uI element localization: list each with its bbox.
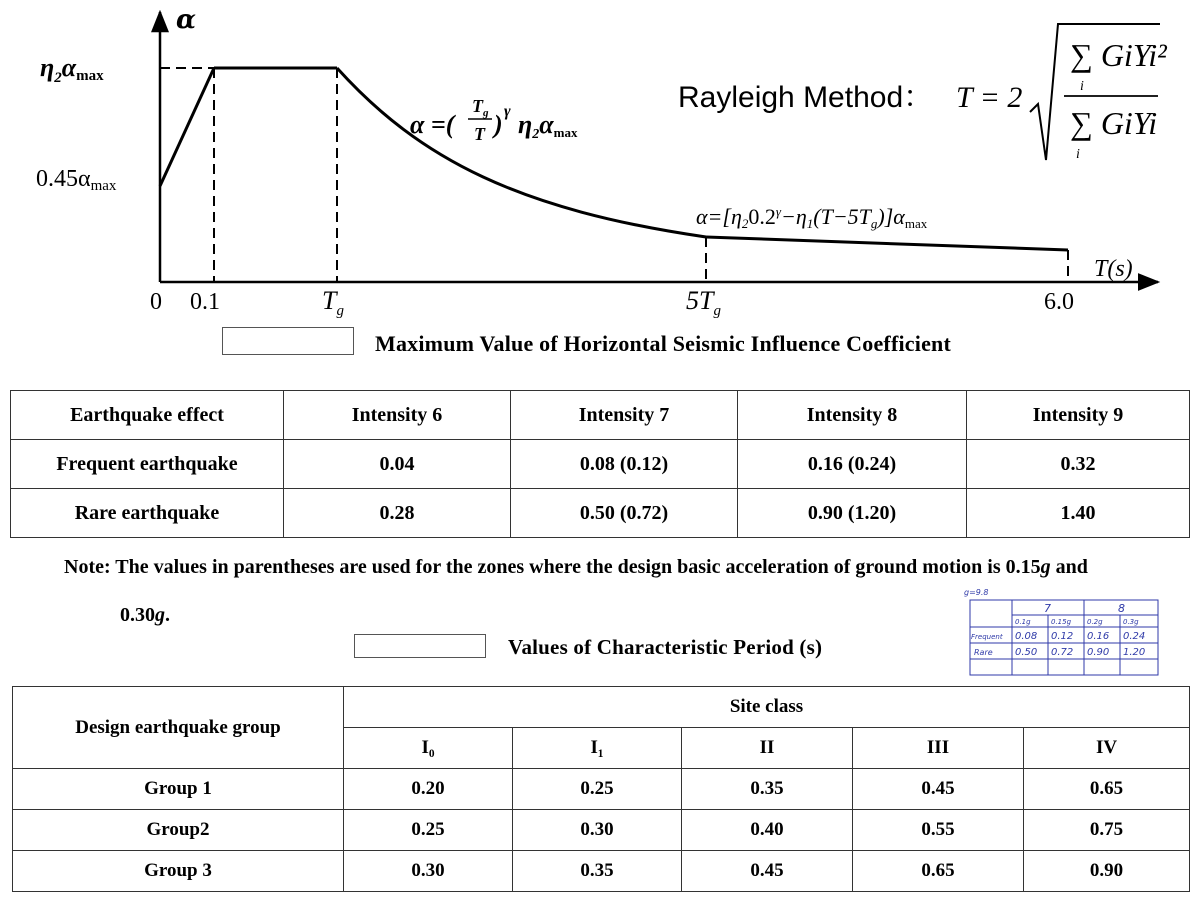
table-cell: 0.25 [344, 810, 513, 851]
table-cell: 0.65 [1024, 769, 1190, 810]
table-cell: 0.04 [284, 440, 511, 489]
table-header-row [13, 687, 1190, 728]
svg-text:0.16: 0.16 [1087, 631, 1110, 642]
table-cell: 0.65 [853, 851, 1024, 892]
y-tick-045-amax: 0.45αmax [36, 166, 117, 194]
svg-text:0.1g: 0.1g [1015, 618, 1031, 626]
header-cell: Design earthquake group [13, 687, 344, 769]
svg-text:8: 8 [1118, 602, 1125, 615]
header-cell: Intensity 6 [284, 391, 511, 440]
table1-number-box [222, 327, 354, 355]
x-tick-5tg: $5T_g$ [686, 286, 721, 319]
table2-caption: Values of Characteristic Period (s) [508, 635, 823, 659]
header-cell: Intensity 9 [967, 391, 1190, 440]
svg-text:i: i [1076, 147, 1080, 162]
table-row [13, 769, 1190, 810]
row-label: Group 3 [13, 851, 344, 892]
header-cell: Earthquake effect [11, 391, 284, 440]
curve-formula-annotation [410, 96, 578, 144]
table-row [11, 440, 1190, 489]
header-cell: I₁ [513, 728, 682, 769]
table-cell: 0.35 [513, 851, 682, 892]
table-cell: 0.40 [682, 810, 853, 851]
svg-text:γ: γ [504, 103, 511, 120]
header-cell: III [853, 728, 1024, 769]
table-cell: 0.08 (0.12) [511, 440, 738, 489]
svg-text:∑ GiYi: ∑ GiYi [1070, 105, 1158, 141]
svg-text:0.24: 0.24 [1123, 631, 1146, 642]
svg-text:): ) [494, 110, 503, 139]
row-label: Frequent earthquake [11, 440, 284, 489]
svg-text:7: 7 [1044, 602, 1051, 615]
svg-text:Rayleigh Method：: Rayleigh Method： [678, 81, 934, 114]
table-cell: 0.20 [344, 769, 513, 810]
svg-text:0.08: 0.08 [1015, 631, 1038, 642]
svg-text:Tg: $T_g$ [472, 96, 489, 119]
svg-text:0.15g: 0.15g [1051, 618, 1072, 626]
header-cell: II [682, 728, 853, 769]
header-cell: Intensity 7 [511, 391, 738, 440]
svg-text:i: i [1080, 79, 1084, 94]
table-cell: 1.40 [967, 489, 1190, 538]
svg-text:η2αmax: η2αmax [518, 110, 578, 142]
table-cell: 0.35 [682, 769, 853, 810]
row-label: Rare earthquake [11, 489, 284, 538]
header-cell: Site class [344, 687, 1190, 728]
svg-text:0.2g: 0.2g [1087, 618, 1103, 626]
table1-note-line1: Note: The values in parentheses are used for the zones where the design basic acceleration of ground motion is 0.15g and [64, 556, 1088, 578]
svg-text:α =(: α =( [410, 110, 455, 139]
x-tick-0.1: 0.1 [190, 289, 220, 315]
header-cell: IV [1024, 728, 1190, 769]
table-row [13, 810, 1190, 851]
seismic-spectrum-chart [0, 0, 1200, 330]
spectrum-linear-descent [706, 237, 1068, 250]
svg-text:g=9.8: g=9.8 [964, 588, 989, 597]
table-row [13, 851, 1190, 892]
table-cell: 0.28 [284, 489, 511, 538]
svg-text:T = 2: T = 2 [956, 81, 1023, 114]
svg-text:1.20: 1.20 [1123, 647, 1146, 658]
svg-text:Rare: Rare [974, 648, 993, 657]
table-cell: 0.55 [853, 810, 1024, 851]
max-seismic-coefficient-table [10, 390, 1190, 538]
table2-number-box [354, 634, 486, 658]
linear-formula-annotation: $\alpha=[\eta 20.2^\gamma-\eta 1(T-5Tg)]\alpha\max$ [696, 204, 928, 231]
x-tick-tg: $T_g$ [322, 286, 344, 319]
svg-text:0.72: 0.72 [1051, 647, 1074, 658]
table-row [11, 489, 1190, 538]
table1-note-line2: 0.30g. [120, 604, 170, 626]
characteristic-period-table [12, 686, 1190, 892]
table-cell: 0.30 [513, 810, 682, 851]
x-axis-label: T(s) [1094, 256, 1133, 282]
row-label: Group2 [13, 810, 344, 851]
table-cell: 0.45 [682, 851, 853, 892]
table-cell: 0.45 [853, 769, 1024, 810]
x-tick-6: 6.0 [1044, 289, 1074, 315]
x-tick-0: 0 [150, 289, 162, 315]
y-axis-label: α [176, 5, 197, 35]
svg-text:Frequent: Frequent [971, 633, 1003, 641]
table-cell: 0.90 [1024, 851, 1190, 892]
svg-text:0.12: 0.12 [1051, 631, 1074, 642]
spectrum-rise [160, 68, 214, 186]
row-label: Group 1 [13, 769, 344, 810]
header-cell: Intensity 8 [738, 391, 967, 440]
svg-text:0.90: 0.90 [1087, 647, 1110, 658]
table-header-row [11, 391, 1190, 440]
table-cell: 0.75 [1024, 810, 1190, 851]
svg-text:0.50: 0.50 [1015, 647, 1038, 658]
table-cell: 0.16 (0.24) [738, 440, 967, 489]
handwritten-notes-table [960, 585, 1160, 680]
y-tick-eta2-amax: $\eta_2\alpha\max$ [40, 53, 104, 86]
spectrum-curve-descent [337, 68, 706, 237]
table-cell: 0.25 [513, 769, 682, 810]
table-cell: 0.32 [967, 440, 1190, 489]
table-cell: 0.50 (0.72) [511, 489, 738, 538]
table1-caption: Maximum Value of Horizontal Seismic Influence Coefficient [375, 331, 951, 356]
rayleigh-formula [678, 24, 1168, 162]
table-cell: 0.30 [344, 851, 513, 892]
svg-text:∑ GiYi²: ∑ GiYi² [1070, 37, 1167, 73]
svg-text:T: T [474, 124, 485, 144]
svg-text:0.3g: 0.3g [1123, 618, 1139, 626]
header-cell: I₀ [344, 728, 513, 769]
table-cell: 0.90 (1.20) [738, 489, 967, 538]
